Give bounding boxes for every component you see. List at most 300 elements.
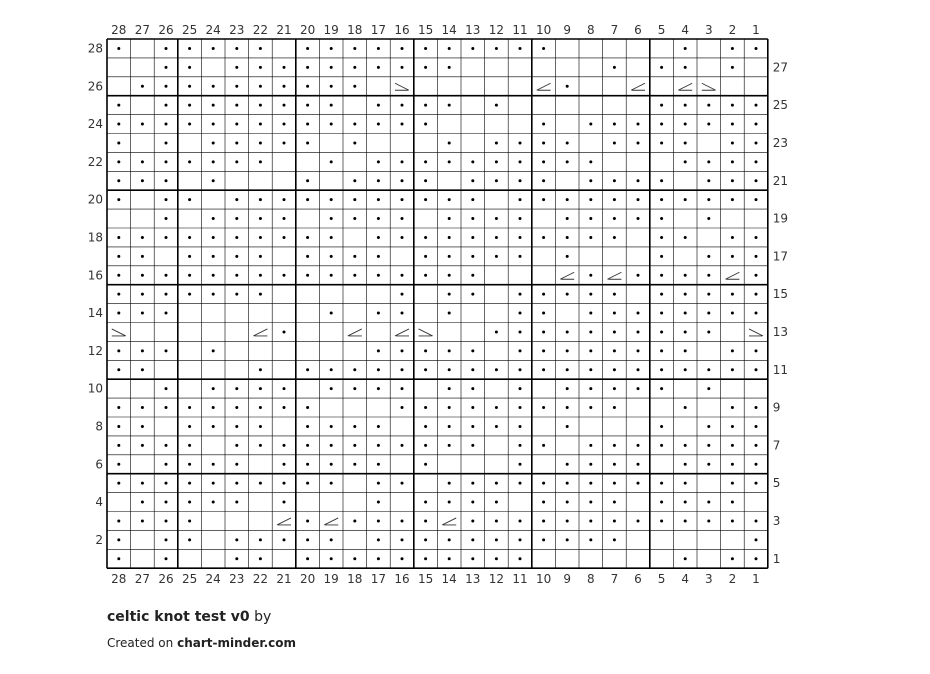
purl-dot [519, 236, 522, 239]
purl-dot [212, 255, 215, 258]
purl-dot [117, 179, 120, 182]
cable-right-symbol [419, 329, 433, 336]
column-number-top: 17 [370, 23, 387, 37]
purl-dot [188, 104, 191, 107]
purl-dot [755, 482, 758, 485]
purl-dot [566, 293, 569, 296]
purl-dot [637, 368, 640, 371]
purl-dot [613, 312, 616, 315]
purl-dot [660, 519, 663, 522]
purl-dot [330, 538, 333, 541]
purl-dot [519, 557, 522, 560]
row-number-right: 19 [772, 211, 789, 226]
purl-dot [542, 368, 545, 371]
purl-dot [707, 104, 710, 107]
purl-dot [613, 519, 616, 522]
purl-dot [589, 123, 592, 126]
purl-dot [141, 293, 144, 296]
purl-dot [259, 387, 262, 390]
row-number-right: 1 [772, 551, 781, 566]
purl-dot [684, 312, 687, 315]
purl-dot [401, 293, 404, 296]
purl-dot [306, 368, 309, 371]
purl-dot [519, 47, 522, 50]
purl-dot [117, 47, 120, 50]
purl-dot [259, 368, 262, 371]
purl-dot [589, 463, 592, 466]
purl-dot [401, 66, 404, 69]
row-number-left: 2 [95, 532, 103, 547]
purl-dot [377, 236, 380, 239]
purl-dot [471, 425, 474, 428]
purl-dot [353, 444, 356, 447]
purl-dot [424, 444, 427, 447]
purl-dot [235, 482, 238, 485]
purl-dot [235, 104, 238, 107]
purl-dot [566, 463, 569, 466]
purl-dot [353, 141, 356, 144]
purl-dot [731, 463, 734, 466]
purl-dot [707, 501, 710, 504]
purl-dot [731, 482, 734, 485]
purl-dot [566, 236, 569, 239]
purl-dot [755, 198, 758, 201]
purl-dot [401, 217, 404, 220]
purl-dot [755, 368, 758, 371]
purl-dot [377, 198, 380, 201]
purl-dot [165, 293, 168, 296]
purl-dot [306, 104, 309, 107]
purl-dot [259, 274, 262, 277]
purl-dot [188, 274, 191, 277]
purl-dot [235, 217, 238, 220]
purl-dot [330, 198, 333, 201]
purl-dot [542, 47, 545, 50]
purl-dot [566, 255, 569, 258]
purl-dot [542, 482, 545, 485]
purl-dot [283, 538, 286, 541]
purl-dot [471, 217, 474, 220]
column-number-bottom: 21 [276, 572, 292, 587]
purl-dot [684, 274, 687, 277]
purl-dot [684, 368, 687, 371]
purl-dot [707, 293, 710, 296]
purl-dot [448, 312, 451, 315]
column-number-top: 2 [728, 23, 737, 37]
purl-dot [306, 274, 309, 277]
purl-dot [755, 444, 758, 447]
purl-dot [401, 123, 404, 126]
purl-dot [637, 519, 640, 522]
purl-dot [188, 85, 191, 88]
purl-dot [566, 425, 569, 428]
column-number-top: 5 [657, 23, 666, 37]
purl-dot [259, 47, 262, 50]
purl-dot [542, 444, 545, 447]
purl-dot [330, 104, 333, 107]
column-number-bottom: 26 [158, 572, 174, 587]
purl-dot [448, 425, 451, 428]
purl-dot [589, 274, 592, 277]
row-number-left: 16 [87, 268, 103, 283]
purl-dot [495, 538, 498, 541]
purl-dot [212, 406, 215, 409]
purl-dot [117, 519, 120, 522]
column-number-top: 1 [752, 23, 760, 37]
purl-dot [471, 538, 474, 541]
purl-dot [684, 501, 687, 504]
purl-dot [306, 255, 309, 258]
purl-dot [519, 463, 522, 466]
purl-dot [707, 312, 710, 315]
purl-dot [141, 85, 144, 88]
purl-dot [660, 179, 663, 182]
row-number-left: 22 [87, 154, 103, 169]
credit-site-link[interactable]: chart-minder.com [177, 636, 296, 650]
purl-dot [353, 217, 356, 220]
cable-left-symbol [253, 329, 267, 336]
purl-dot [589, 236, 592, 239]
purl-dot [495, 482, 498, 485]
purl-dot [117, 236, 120, 239]
purl-dot [424, 47, 427, 50]
purl-dot [283, 66, 286, 69]
purl-dot [731, 368, 734, 371]
purl-dot [283, 463, 286, 466]
column-number-bottom: 28 [111, 572, 127, 587]
purl-dot [117, 349, 120, 352]
cable-left-symbol [560, 272, 574, 279]
purl-dot [566, 368, 569, 371]
column-number-bottom: 25 [181, 572, 198, 587]
purl-dot [613, 179, 616, 182]
purl-dot [283, 141, 286, 144]
purl-dot [731, 312, 734, 315]
purl-dot [495, 141, 498, 144]
purl-dot [589, 179, 592, 182]
purl-dot [188, 406, 191, 409]
purl-dot [377, 482, 380, 485]
purl-dot [165, 519, 168, 522]
purl-dot [235, 538, 238, 541]
purl-dot [188, 255, 191, 258]
cable-left-symbol [725, 272, 739, 279]
column-number-bottom: 19 [323, 572, 339, 587]
cable-left-symbol [277, 518, 291, 525]
purl-dot [235, 141, 238, 144]
purl-dot [306, 538, 309, 541]
purl-dot [613, 387, 616, 390]
purl-dot [353, 557, 356, 560]
purl-dot [542, 293, 545, 296]
purl-dot [165, 66, 168, 69]
purl-dot [519, 179, 522, 182]
column-number-bottom: 17 [370, 572, 387, 587]
purl-dot [212, 236, 215, 239]
purl-dot [707, 444, 710, 447]
column-number-bottom: 27 [134, 572, 151, 587]
purl-dot [755, 123, 758, 126]
purl-dot [330, 217, 333, 220]
purl-dot [731, 406, 734, 409]
cable-right-symbol [395, 83, 409, 90]
purl-dot [448, 198, 451, 201]
purl-dot [495, 501, 498, 504]
purl-dot [212, 123, 215, 126]
purl-dot [165, 141, 168, 144]
purl-dot [755, 255, 758, 258]
purl-dot [212, 47, 215, 50]
purl-dot [684, 463, 687, 466]
purl-dot [755, 406, 758, 409]
purl-dot [377, 66, 380, 69]
purl-dot [471, 236, 474, 239]
column-number-bottom: 24 [205, 572, 221, 587]
column-number-top: 20 [299, 23, 316, 37]
purl-dot [660, 104, 663, 107]
purl-dot [684, 444, 687, 447]
purl-dot [424, 104, 427, 107]
purl-dot [660, 312, 663, 315]
purl-dot [707, 463, 710, 466]
purl-dot [471, 557, 474, 560]
row-number-left: 6 [95, 457, 103, 472]
row-number-left: 18 [87, 230, 103, 245]
purl-dot [165, 123, 168, 126]
purl-dot [448, 141, 451, 144]
purl-dot [660, 141, 663, 144]
purl-dot [566, 349, 569, 352]
purl-dot [448, 104, 451, 107]
purl-dot [141, 160, 144, 163]
purl-dot [424, 274, 427, 277]
purl-dot [141, 123, 144, 126]
purl-dot [401, 104, 404, 107]
purl-dot [165, 482, 168, 485]
purl-dot [589, 349, 592, 352]
purl-dot [566, 538, 569, 541]
purl-dot [235, 236, 238, 239]
purl-dot [566, 482, 569, 485]
purl-dot [141, 519, 144, 522]
purl-dot [731, 501, 734, 504]
purl-dot [637, 123, 640, 126]
purl-dot [306, 141, 309, 144]
purl-dot [731, 425, 734, 428]
purl-dot [212, 85, 215, 88]
purl-dot [330, 368, 333, 371]
purl-dot [188, 47, 191, 50]
purl-dot [165, 501, 168, 504]
column-number-bottom: 12 [488, 572, 505, 587]
cable-left-symbol [324, 518, 338, 525]
cable-left-symbol [537, 83, 551, 90]
purl-dot [542, 198, 545, 201]
purl-dot [613, 482, 616, 485]
purl-dot [117, 141, 120, 144]
column-number-top: 10 [535, 23, 552, 37]
purl-dot [613, 444, 616, 447]
purl-dot [495, 236, 498, 239]
purl-dot [165, 387, 168, 390]
purl-dot [188, 236, 191, 239]
purl-dot [306, 179, 309, 182]
row-number-right: 11 [772, 362, 789, 377]
purl-dot [259, 198, 262, 201]
purl-dot [235, 274, 238, 277]
column-number-top: 27 [134, 23, 151, 37]
purl-dot [731, 557, 734, 560]
purl-dot [471, 519, 474, 522]
purl-dot [117, 312, 120, 315]
purl-dot [377, 274, 380, 277]
purl-dot [495, 47, 498, 50]
purl-dot [424, 179, 427, 182]
column-number-top: 6 [634, 23, 642, 37]
purl-dot [306, 47, 309, 50]
purl-dot [613, 123, 616, 126]
purl-dot [235, 47, 238, 50]
purl-dot [377, 444, 380, 447]
purl-dot [401, 312, 404, 315]
purl-dot [212, 425, 215, 428]
purl-dot [330, 66, 333, 69]
purl-dot [401, 236, 404, 239]
purl-dot [141, 444, 144, 447]
row-number-right: 25 [772, 98, 789, 113]
purl-dot [212, 104, 215, 107]
purl-dot [401, 387, 404, 390]
purl-dot [613, 236, 616, 239]
purl-dot [707, 179, 710, 182]
column-number-bottom: 15 [417, 572, 434, 587]
purl-dot [188, 160, 191, 163]
purl-dot [707, 330, 710, 333]
purl-dot [401, 160, 404, 163]
purl-dot [377, 104, 380, 107]
purl-dot [117, 406, 120, 409]
purl-dot [684, 349, 687, 352]
column-number-top: 4 [681, 23, 690, 37]
purl-dot [235, 387, 238, 390]
purl-dot [660, 66, 663, 69]
purl-dot [637, 217, 640, 220]
purl-dot [448, 255, 451, 258]
purl-dot [165, 274, 168, 277]
purl-dot [755, 463, 758, 466]
column-number-top: 11 [512, 23, 528, 37]
purl-dot [165, 236, 168, 239]
cable-left-symbol [348, 329, 362, 336]
purl-dot [731, 47, 734, 50]
purl-dot [283, 444, 286, 447]
purl-dot [353, 387, 356, 390]
purl-dot [448, 66, 451, 69]
purl-dot [424, 519, 427, 522]
purl-dot [684, 293, 687, 296]
purl-dot [519, 482, 522, 485]
purl-dot [141, 274, 144, 277]
purl-dot [637, 330, 640, 333]
purl-dot [377, 255, 380, 258]
purl-dot [117, 463, 120, 466]
purl-dot [660, 293, 663, 296]
purl-dot [471, 274, 474, 277]
purl-dot [637, 274, 640, 277]
purl-dot [448, 557, 451, 560]
purl-dot [259, 406, 262, 409]
purl-dot [212, 217, 215, 220]
column-number-top: 14 [441, 23, 457, 37]
purl-dot [212, 501, 215, 504]
purl-dot [471, 198, 474, 201]
purl-dot [684, 330, 687, 333]
purl-dot [306, 236, 309, 239]
purl-dot [165, 179, 168, 182]
cable-left-symbol [442, 518, 456, 525]
purl-dot [165, 312, 168, 315]
purl-dot [731, 293, 734, 296]
purl-dot [235, 444, 238, 447]
purl-dot [330, 425, 333, 428]
purl-dot [448, 368, 451, 371]
purl-dot [755, 141, 758, 144]
column-number-top: 15 [417, 23, 434, 37]
purl-dot [165, 406, 168, 409]
row-number-left: 14 [87, 306, 103, 321]
purl-dot [259, 104, 262, 107]
chart-title [107, 609, 271, 625]
purl-dot [566, 406, 569, 409]
purl-dot [283, 104, 286, 107]
purl-dot [589, 217, 592, 220]
column-number-bottom: 14 [441, 572, 457, 587]
purl-dot [755, 538, 758, 541]
purl-dot [519, 198, 522, 201]
purl-dot [495, 557, 498, 560]
purl-dot [353, 198, 356, 201]
column-number-bottom: 7 [610, 572, 619, 587]
purl-dot [566, 501, 569, 504]
row-number-left: 12 [87, 343, 103, 358]
purl-dot [495, 179, 498, 182]
purl-dot [235, 66, 238, 69]
purl-dot [519, 406, 522, 409]
cable-right-symbol [702, 83, 716, 90]
purl-dot [684, 123, 687, 126]
cable-left-symbol [678, 83, 692, 90]
purl-dot [471, 482, 474, 485]
column-number-bottom: 20 [299, 572, 316, 587]
purl-dot [731, 236, 734, 239]
purl-dot [707, 217, 710, 220]
purl-dot [377, 501, 380, 504]
purl-dot [141, 312, 144, 315]
purl-dot [306, 519, 309, 522]
purl-dot [330, 312, 333, 315]
purl-dot [755, 274, 758, 277]
purl-dot [684, 66, 687, 69]
row-number-right: 3 [772, 513, 781, 528]
column-number-top: 3 [704, 23, 713, 37]
purl-dot [259, 425, 262, 428]
purl-dot [353, 425, 356, 428]
purl-dot [471, 406, 474, 409]
purl-dot [731, 179, 734, 182]
purl-dot [188, 66, 191, 69]
purl-dot [542, 501, 545, 504]
purl-dot [660, 274, 663, 277]
